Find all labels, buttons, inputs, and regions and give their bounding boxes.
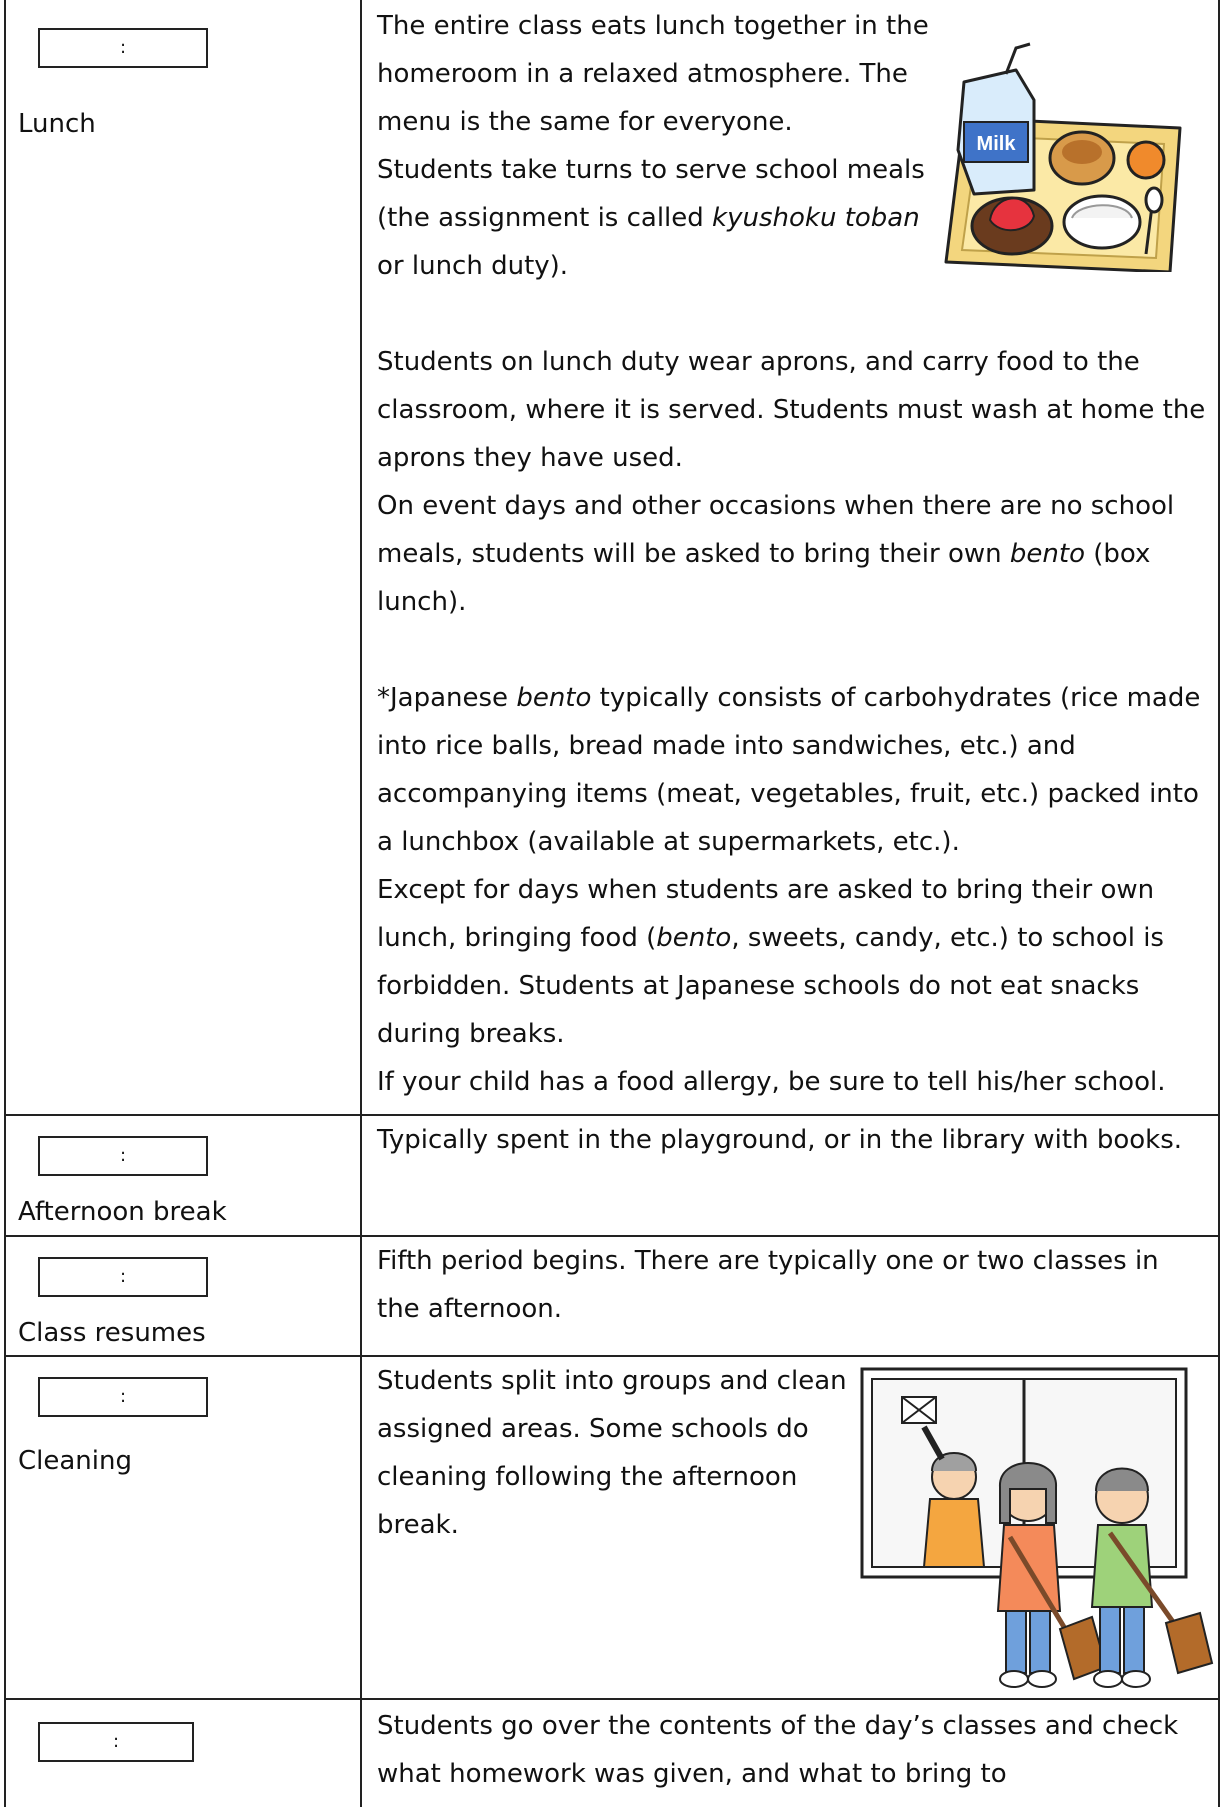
paragraph: Students split into groups and clean assigned areas. Some schools do cleaning following the afternoon break.	[377, 1366, 847, 1540]
time-box[interactable]: :	[38, 28, 208, 68]
paragraph: Fifth period begins. There are typically one or two classes in the afternoon.	[377, 1246, 1159, 1324]
row-end-of-day	[4, 1700, 1220, 1807]
time-box[interactable]: :	[38, 1257, 208, 1297]
row-end-of-day-content	[377, 1702, 1208, 1798]
paragraph: Students on lunch duty wear aprons, and carry food to the classroom, where it is served. Students must wash at home the aprons they have used.	[377, 347, 1206, 473]
row-afternoon-break	[4, 1116, 1220, 1237]
paragraph: Except for days when students are asked to bring their own lunch, bringing food (bento, sweets, candy, etc.) to school is forbidden. Students at Japanese schools do not eat snacks during breaks.	[377, 875, 1164, 1049]
paragraph: Typically spent in the playground, or in the library with books.	[377, 1125, 1183, 1155]
paragraph: The entire class eats lunch together in the homeroom in a relaxed atmosphere. The menu is the same for everyone.	[377, 11, 929, 137]
row-label: Afternoon break	[18, 1197, 227, 1227]
time-box[interactable]: :	[38, 1377, 208, 1417]
paragraph: *Japanese bento typically consists of carbohydrates (rice made into rice balls, bread made into sandwiches, etc.) and accompanying items (meat, vegetables, fruit, etc.) packed into a lunchbox (available at supermarkets, etc.).	[377, 683, 1201, 857]
row-cleaning-left	[4, 1357, 364, 1698]
row-class-resumes	[4, 1237, 1220, 1357]
students-cleaning-icon	[860, 1367, 1216, 1697]
row-afternoon-break-left	[4, 1116, 364, 1235]
row-afternoon-break-content	[377, 1116, 1208, 1164]
svg-text:Milk: Milk	[976, 133, 1016, 155]
paragraph: Students take turns to serve school meals (the assignment is called kyushoku toban or lunch duty).	[377, 155, 925, 281]
row-class-resumes-left	[4, 1237, 364, 1355]
paragraph: On event days and other occasions when there are no school meals, students will be asked to bring their own bento (box lunch).	[377, 491, 1175, 617]
row-label: Lunch	[18, 109, 96, 139]
time-box[interactable]: :	[38, 1722, 194, 1762]
row-class-resumes-content	[377, 1237, 1208, 1333]
row-lunch-left	[4, 0, 364, 1114]
row-label: Class resumes	[18, 1318, 206, 1348]
row-end-of-day-left	[4, 1700, 364, 1807]
row-cleaning	[4, 1357, 1220, 1700]
row-lunch	[4, 0, 1220, 1116]
lunch-tray-icon	[934, 40, 1186, 272]
paragraph: If your child has a food allergy, be sure to tell his/her school.	[377, 1067, 1166, 1097]
row-label: Cleaning	[18, 1446, 132, 1476]
paragraph: Students go over the contents of the day’s classes and check what homework was given, and what to bring to	[377, 1711, 1179, 1789]
time-box[interactable]: :	[38, 1136, 208, 1176]
